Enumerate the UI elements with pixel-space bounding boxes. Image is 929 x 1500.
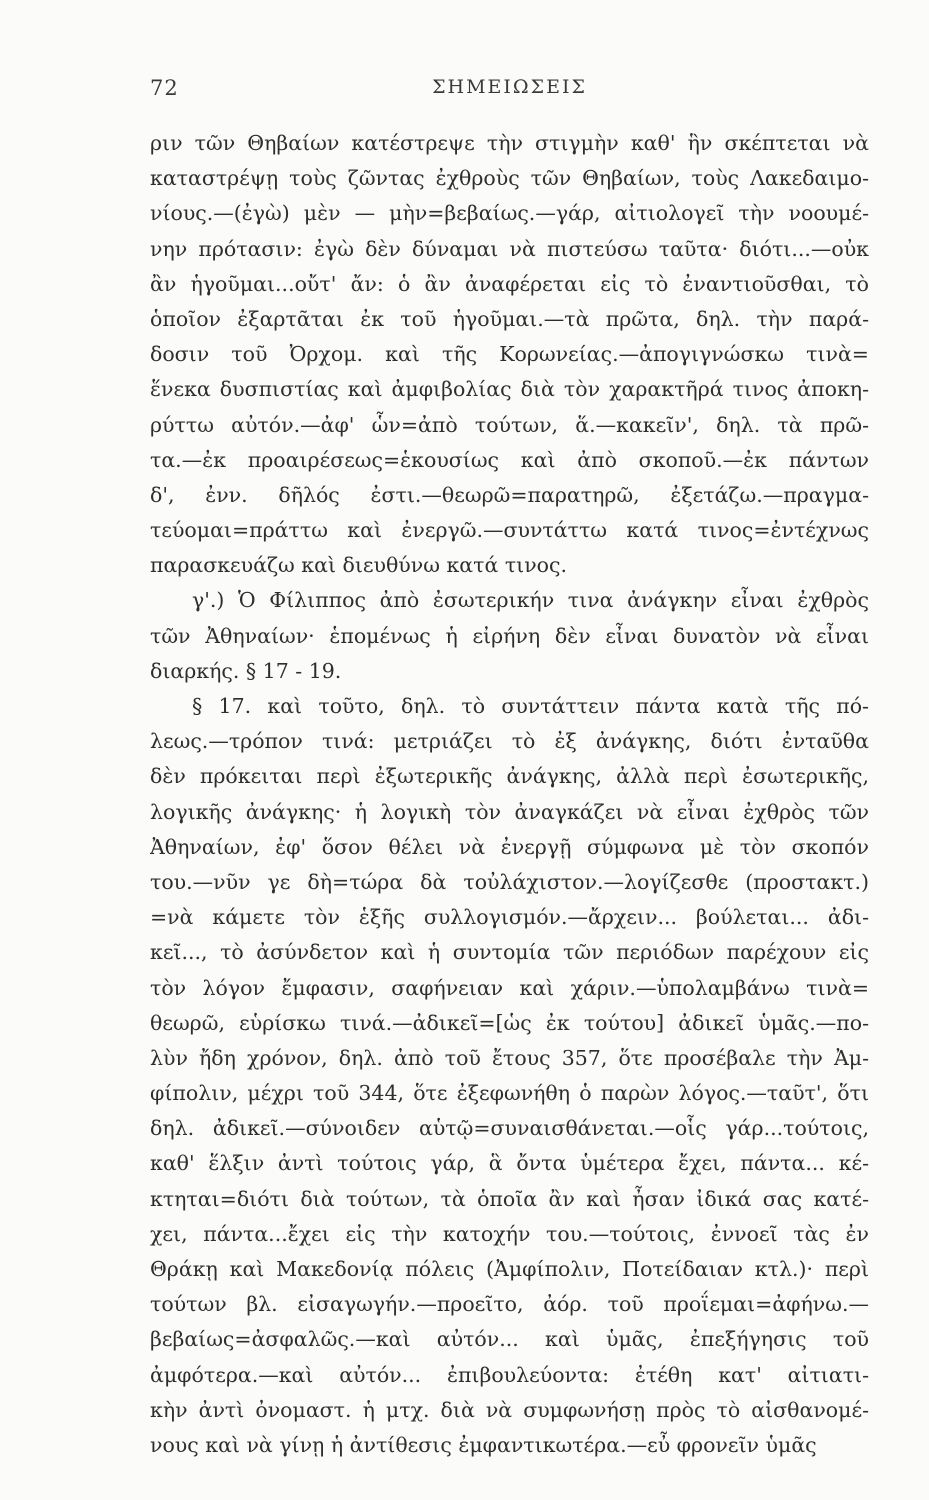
text-line: νην πρότασιν: ἐγὼ δὲν δύναμαι νὰ πιστεύσω ταῦτα· διότι...—οὐκ: [150, 236, 869, 261]
text-line: ρύττω αὐτόν.—ἀφ' ὧν=ἀπὸ τούτων, ἅ.—κακεῖν', δηλ. τὰ πρῶ-: [150, 412, 869, 437]
text-line: του.—νῦν γε δὴ=τώρα δὰ τοὐλάχιστον.—λογίζεσθε (προστακτ.): [150, 869, 869, 894]
text-line: φίπολιν, μέχρι τοῦ 344, ὅτε ἐξεφωνήθη ὁ παρὼν λόγος.—ταῦτ', ὅτι: [150, 1081, 869, 1106]
text-line: παρασκευάζω καὶ διευθύνω κατά τινος.: [150, 553, 567, 578]
text-line: γ'.) Ὁ Φίλιππος ἀπὸ ἐσωτερικήν τινα ἀνάγκην εἶναι ἐχθρὸς: [192, 588, 869, 613]
text-line: τούτων βλ. εἰσαγωγήν.—προεῖτο, ἀόρ. τοῦ προΐεμαι=ἀφήνω.—: [150, 1292, 869, 1317]
page-header: [150, 76, 869, 106]
page-number: 72: [150, 76, 179, 100]
text-line: κὴν ἀντὶ ὀνομαστ. ἡ μτχ. διὰ νὰ συμφωνήσῃ πρὸς τὸ αἰσθανομέ-: [150, 1397, 869, 1422]
text-line: ἀμφότερα.—καὶ αὐτόν... ἐπιβουλεύοντα: ἐτέθη κατ' αἰτιατι-: [150, 1362, 869, 1387]
text-line: δὲν πρόκειται περὶ ἐξωτερικῆς ἀνάγκης, ἀλλὰ περὶ ἐσωτερικῆς,: [150, 764, 869, 789]
text-line: Θράκῃ καὶ Μακεδονίᾳ πόλεις (Ἀμφίπολιν, Ποτείδαιαν κτλ.)· περὶ: [150, 1257, 869, 1281]
text-line: λεως.—τρόπον τινά: μετριάζει τὸ ἐξ ἀνάγκης, διότι ἐνταῦθα: [150, 729, 869, 754]
text-line: βεβαίως=ἀσφαλῶς.—καὶ αὐτόν... καὶ ὑμᾶς, ἐπεξήγησις τοῦ: [150, 1327, 869, 1352]
text-line: δοσιν τοῦ Ὀρχομ. καὶ τῆς Κορωνείας.—ἀπογιγνώσκω τινὰ=: [150, 342, 869, 367]
body-text: [150, 126, 869, 1463]
text-line: § 17. καὶ τοῦτο, δηλ. τὸ συντάττειν πάντα κατὰ τῆς πό-: [192, 694, 869, 718]
text-line: τὸν λόγον ἔμφασιν, σαφήνειαν καὶ χάριν.—ὑπολαμβάνω τινὰ=: [150, 975, 869, 1000]
text-line: ὁποῖον ἐξαρτᾶται ἐκ τοῦ ἡγοῦμαι.—τὰ πρῶτα, δηλ. τὴν παρά-: [150, 306, 869, 331]
text-line: τεύομαι=πράττω καὶ ἐνεργῶ.—συντάττω κατά τινος=ἐντέχνως: [150, 518, 869, 543]
text-line: καταστρέψῃ τοὺς ζῶντας ἐχθροὺς τῶν Θηβαίων, τοὺς Λακεδαιμο-: [150, 166, 869, 191]
running-title: ΣΗΜΕΙΩΣΕΙΣ: [432, 76, 587, 98]
text-line: δηλ. ἀδικεῖ.—σύνοιδεν αὑτῷ=συναισθάνεται.—οἷς γάρ...τούτοις,: [150, 1116, 869, 1141]
text-line: χει, πάντα...ἔχει εἰς τὴν κατοχήν του.—τούτοις, ἐννοεῖ τὰς ἐν: [150, 1221, 869, 1246]
text-line: διαρκής. § 17 - 19.: [150, 658, 342, 683]
text-line: νους καὶ νὰ γίνῃ ἡ ἀντίθεσις ἐμφαντικωτέρα.—εὖ φρονεῖν ὑμᾶς: [150, 1432, 817, 1457]
text-line: τα.—ἐκ προαιρέσεως=ἑκουσίως καὶ ἀπὸ σκοποῦ.—ἐκ πάντων: [150, 447, 869, 472]
text-line: κτηται=διότι διὰ τούτων, τὰ ὁποῖα ἂν καὶ ἦσαν ἰδικά σας κατέ-: [150, 1186, 869, 1211]
text-line: καθ' ἕλξιν ἀντὶ τούτοις γάρ, ἃ ὄντα ὑμέτερα ἔχει, πάντα... κέ-: [150, 1151, 869, 1176]
text-line: δ', ἐνν. δῆλός ἐστι.—θεωρῶ=παρατηρῶ, ἐξετάζω.—πραγμα-: [150, 482, 869, 507]
text-line: Ἀθηναίων, ἐφ' ὅσον θέλει νὰ ἐνεργῇ σύμφωνα μὲ τὸν σκοπόν: [150, 834, 869, 859]
text-line: ἕνεκα δυσπιστίας καὶ ἀμφιβολίας διὰ τὸν χαρακτῆρά τινος ἀποκη-: [150, 377, 869, 402]
text-line: κεῖ..., τὸ ἀσύνδετον καὶ ἡ συντομία τῶν περιόδων παρέχουν εἰς: [150, 940, 869, 965]
text-line: ἂν ἡγοῦμαι...οὔτ' ἄν: ὁ ἂν ἀναφέρεται εἰς τὸ ἐναντιοῦσθαι, τὸ: [150, 271, 869, 296]
text-line: ριν τῶν Θηβαίων κατέστρεψε τὴν στιγμὴν καθ' ἣν σκέπτεται νὰ: [150, 131, 869, 155]
text-line: θεωρῶ, εὑρίσκω τινά.—ἀδικεῖ=[ὡς ἐκ τούτου] ἀδικεῖ ὑμᾶς.—πο-: [150, 1010, 869, 1035]
text-line: λὺν ἤδη χρόνον, δηλ. ἀπὸ τοῦ ἔτους 357, ὅτε προσέβαλε τὴν Ἀμ-: [150, 1045, 869, 1070]
text-line: τῶν Ἀθηναίων· ἑπομένως ἡ εἰρήνη δὲν εἶναι δυνατὸν νὰ εἶναι: [150, 623, 869, 648]
text-line: νίους.—(ἐγὼ) μὲν — μὴν=βεβαίως.—γάρ, αἰτιολογεῖ τὴν νοουμέ-: [150, 201, 869, 226]
text-line: =νὰ κάμετε τὸν ἑξῆς συλλογισμόν.—ἄρχειν... βούλεται... ἀδι-: [150, 905, 869, 930]
text-line: λογικῆς ἀνάγκης· ἡ λογικὴ τὸν ἀναγκάζει νὰ εἶναι ἐχθρὸς τῶν: [150, 799, 869, 824]
